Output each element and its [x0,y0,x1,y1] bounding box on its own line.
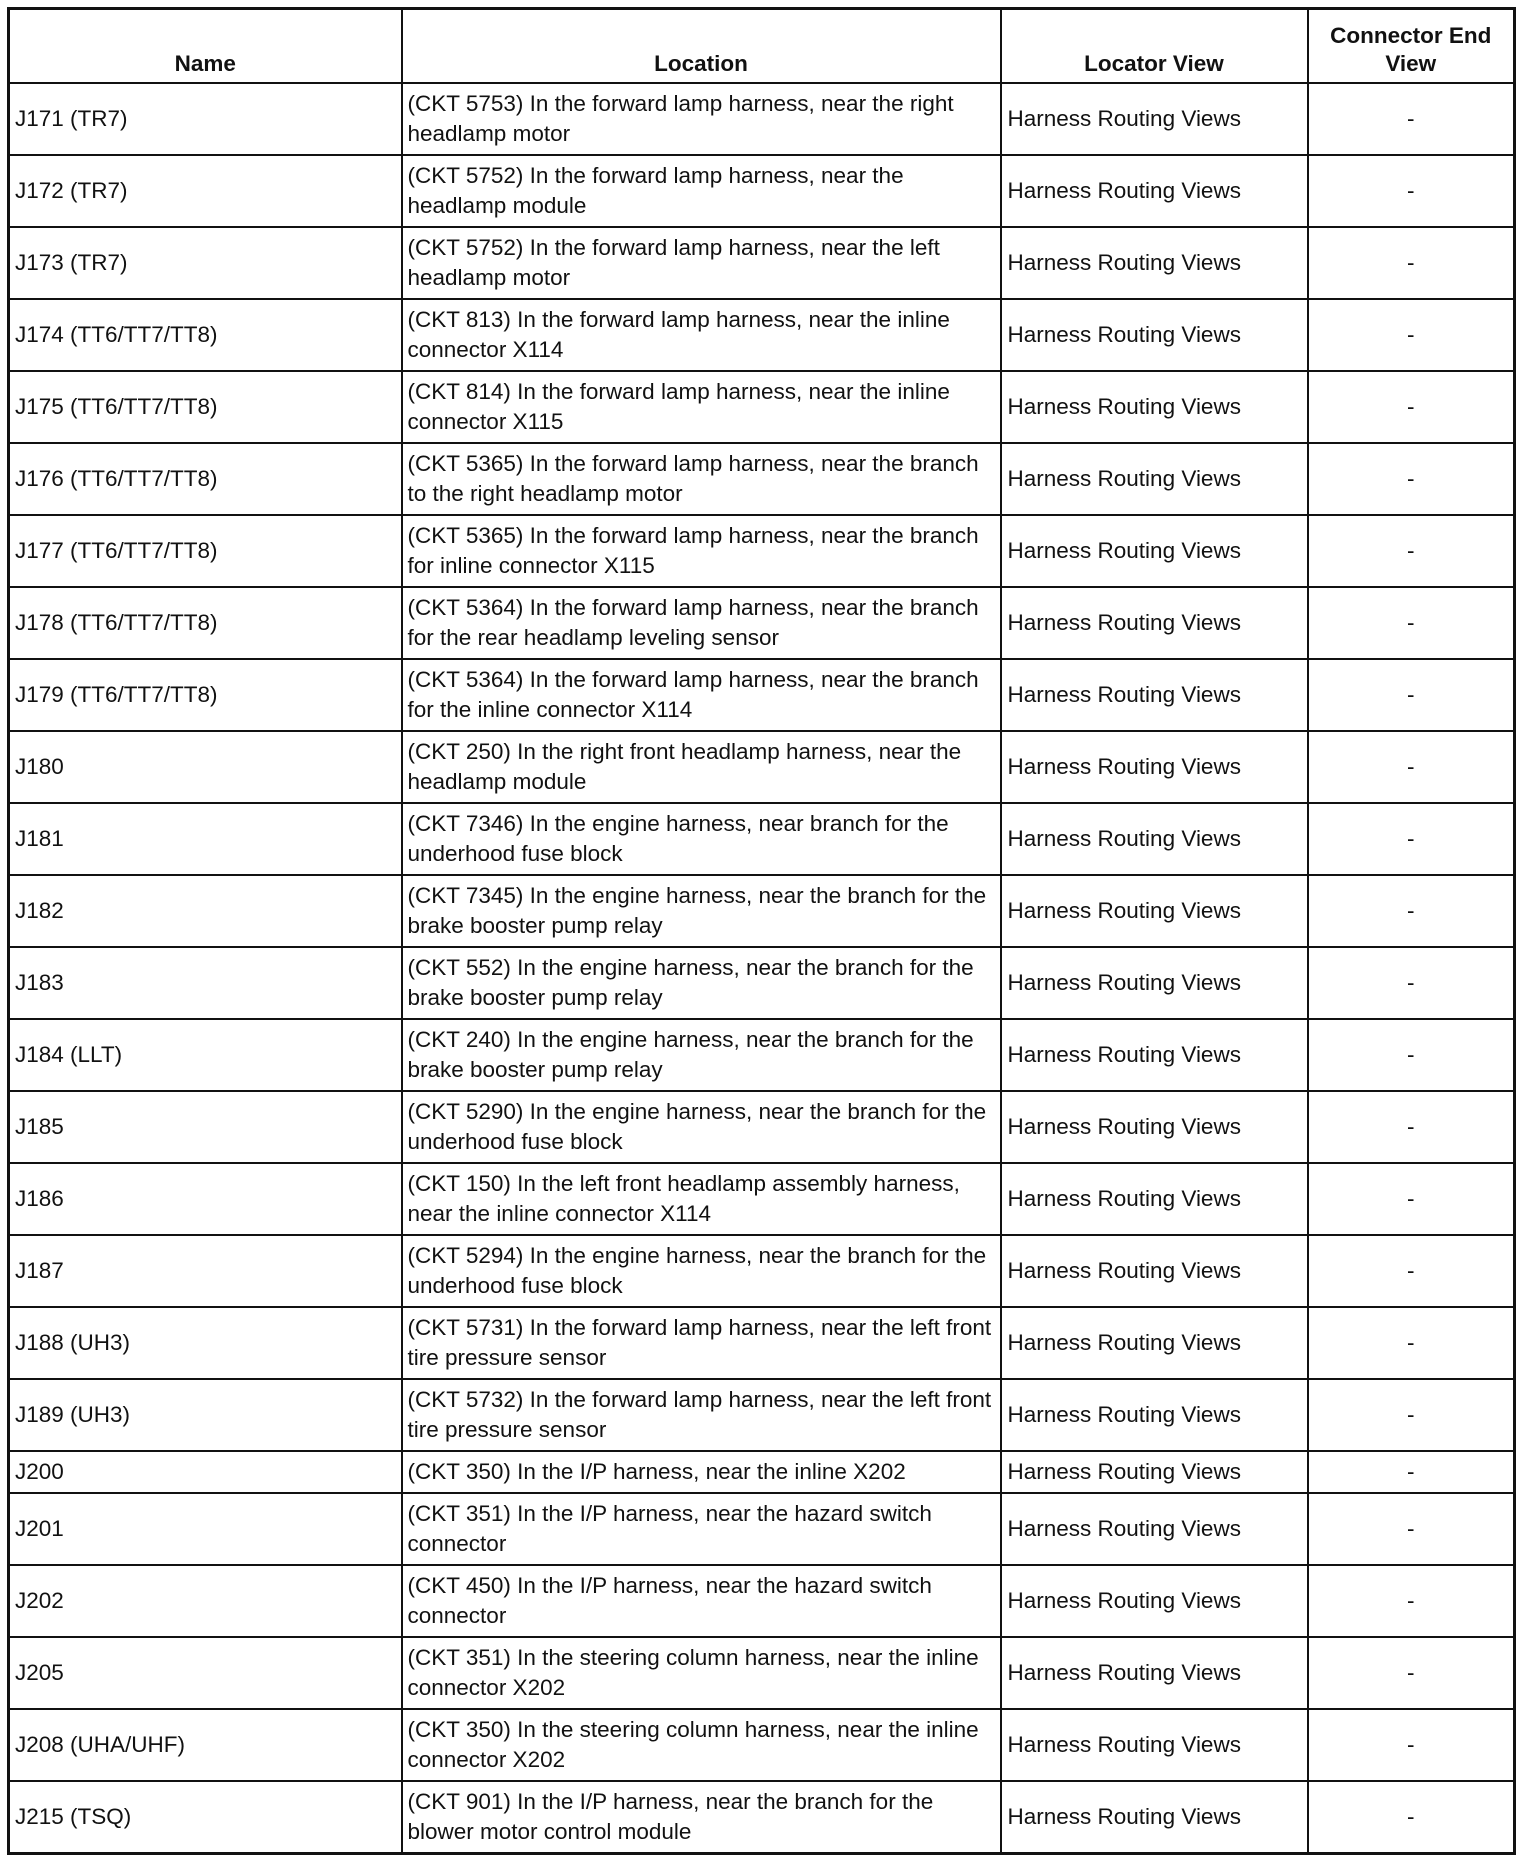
cell-connector-end-view: - [1308,1163,1515,1235]
cell-locator-view: Harness Routing Views [1001,1493,1308,1565]
cell-connector-end-view: - [1308,875,1515,947]
cell-locator-view: Harness Routing Views [1001,875,1308,947]
cell-connector-end-view: - [1308,299,1515,371]
cell-locator-view: Harness Routing Views [1001,371,1308,443]
cell-name: J171 (TR7) [9,83,402,155]
cell-location: (CKT 5364) In the forward lamp harness, near the branch for the rear headlamp leveling sensor [402,587,1001,659]
cell-name: J177 (TT6/TT7/TT8) [9,515,402,587]
cell-locator-view: Harness Routing Views [1001,803,1308,875]
cell-locator-view: Harness Routing Views [1001,155,1308,227]
table-row [9,443,1515,515]
cell-name: J182 [9,875,402,947]
cell-location: (CKT 350) In the I/P harness, near the inline X202 [402,1451,1001,1493]
cell-name: J189 (UH3) [9,1379,402,1451]
table-row [9,875,1515,947]
cell-connector-end-view: - [1308,155,1515,227]
cell-connector-end-view: - [1308,1451,1515,1493]
cell-connector-end-view: - [1308,1307,1515,1379]
cell-location: (CKT 813) In the forward lamp harness, near the inline connector X114 [402,299,1001,371]
cell-location: (CKT 250) In the right front headlamp harness, near the headlamp module [402,731,1001,803]
cell-connector-end-view: - [1308,1709,1515,1781]
cell-connector-end-view: - [1308,659,1515,731]
cell-location: (CKT 5732) In the forward lamp harness, near the left front tire pressure sensor [402,1379,1001,1451]
cell-location: (CKT 901) In the I/P harness, near the branch for the blower motor control module [402,1781,1001,1854]
cell-locator-view: Harness Routing Views [1001,1637,1308,1709]
cell-location: (CKT 7346) In the engine harness, near branch for the underhood fuse block [402,803,1001,875]
cell-location: (CKT 5365) In the forward lamp harness, near the branch for inline connector X115 [402,515,1001,587]
table-row [9,803,1515,875]
cell-locator-view: Harness Routing Views [1001,1709,1308,1781]
cell-name: J183 [9,947,402,1019]
table-row [9,1451,1515,1493]
cell-locator-view: Harness Routing Views [1001,515,1308,587]
cell-location: (CKT 5290) In the engine harness, near the branch for the underhood fuse block [402,1091,1001,1163]
header-name: Name [9,9,402,84]
cell-name: J185 [9,1091,402,1163]
table-row [9,731,1515,803]
table-row [9,83,1515,155]
table-row [9,1163,1515,1235]
cell-name: J173 (TR7) [9,227,402,299]
cell-locator-view: Harness Routing Views [1001,443,1308,515]
table-row [9,515,1515,587]
cell-location: (CKT 552) In the engine harness, near the branch for the brake booster pump relay [402,947,1001,1019]
table-row [9,1091,1515,1163]
cell-connector-end-view: - [1308,1235,1515,1307]
header-locator-view: Locator View [1001,9,1308,84]
table-row [9,947,1515,1019]
cell-location: (CKT 351) In the steering column harness, near the inline connector X202 [402,1637,1001,1709]
table-row [9,1637,1515,1709]
cell-locator-view: Harness Routing Views [1001,299,1308,371]
table-row [9,1379,1515,1451]
table-row [9,1493,1515,1565]
cell-name: J179 (TT6/TT7/TT8) [9,659,402,731]
cell-locator-view: Harness Routing Views [1001,227,1308,299]
cell-location: (CKT 5752) In the forward lamp harness, near the headlamp module [402,155,1001,227]
cell-locator-view: Harness Routing Views [1001,83,1308,155]
cell-name: J172 (TR7) [9,155,402,227]
cell-connector-end-view: - [1308,947,1515,1019]
cell-location: (CKT 350) In the steering column harness, near the inline connector X202 [402,1709,1001,1781]
cell-name: J188 (UH3) [9,1307,402,1379]
cell-name: J205 [9,1637,402,1709]
cell-connector-end-view: - [1308,1379,1515,1451]
header-connector-end-view: Connector End View [1308,9,1515,84]
cell-location: (CKT 5752) In the forward lamp harness, near the left headlamp motor [402,227,1001,299]
cell-location: (CKT 351) In the I/P harness, near the hazard switch connector [402,1493,1001,1565]
cell-name: J202 [9,1565,402,1637]
table-row [9,299,1515,371]
cell-name: J175 (TT6/TT7/TT8) [9,371,402,443]
cell-location: (CKT 240) In the engine harness, near the branch for the brake booster pump relay [402,1019,1001,1091]
header-row [9,9,1515,84]
cell-location: (CKT 5364) In the forward lamp harness, near the branch for the inline connector X114 [402,659,1001,731]
cell-name: J184 (LLT) [9,1019,402,1091]
cell-locator-view: Harness Routing Views [1001,947,1308,1019]
cell-name: J187 [9,1235,402,1307]
cell-locator-view: Harness Routing Views [1001,1307,1308,1379]
cell-locator-view: Harness Routing Views [1001,1235,1308,1307]
cell-locator-view: Harness Routing Views [1001,1091,1308,1163]
cell-connector-end-view: - [1308,515,1515,587]
cell-connector-end-view: - [1308,587,1515,659]
cell-connector-end-view: - [1308,1493,1515,1565]
cell-locator-view: Harness Routing Views [1001,1019,1308,1091]
cell-name: J178 (TT6/TT7/TT8) [9,587,402,659]
cell-name: J181 [9,803,402,875]
table-row [9,1019,1515,1091]
cell-location: (CKT 5365) In the forward lamp harness, near the branch to the right headlamp motor [402,443,1001,515]
cell-connector-end-view: - [1308,1091,1515,1163]
cell-locator-view: Harness Routing Views [1001,1379,1308,1451]
cell-location: (CKT 5731) In the forward lamp harness, near the left front tire pressure sensor [402,1307,1001,1379]
cell-connector-end-view: - [1308,371,1515,443]
cell-location: (CKT 814) In the forward lamp harness, near the inline connector X115 [402,371,1001,443]
cell-connector-end-view: - [1308,1637,1515,1709]
table-row [9,371,1515,443]
table-row [9,659,1515,731]
cell-locator-view: Harness Routing Views [1001,1565,1308,1637]
splice-location-table [7,7,1516,1855]
cell-name: J180 [9,731,402,803]
cell-connector-end-view: - [1308,227,1515,299]
cell-locator-view: Harness Routing Views [1001,1781,1308,1854]
cell-location: (CKT 5753) In the forward lamp harness, near the right headlamp motor [402,83,1001,155]
cell-connector-end-view: - [1308,1019,1515,1091]
table-row [9,1709,1515,1781]
cell-name: J215 (TSQ) [9,1781,402,1854]
table-row [9,1307,1515,1379]
cell-connector-end-view: - [1308,1565,1515,1637]
cell-connector-end-view: - [1308,731,1515,803]
table-row [9,587,1515,659]
header-location: Location [402,9,1001,84]
table-row [9,227,1515,299]
cell-name: J200 [9,1451,402,1493]
cell-name: J186 [9,1163,402,1235]
cell-location: (CKT 5294) In the engine harness, near the branch for the underhood fuse block [402,1235,1001,1307]
cell-connector-end-view: - [1308,803,1515,875]
cell-name: J174 (TT6/TT7/TT8) [9,299,402,371]
cell-location: (CKT 7345) In the engine harness, near the branch for the brake booster pump relay [402,875,1001,947]
table-row [9,155,1515,227]
cell-name: J176 (TT6/TT7/TT8) [9,443,402,515]
cell-location: (CKT 450) In the I/P harness, near the hazard switch connector [402,1565,1001,1637]
table-row [9,1565,1515,1637]
cell-location: (CKT 150) In the left front headlamp assembly harness, near the inline connector X114 [402,1163,1001,1235]
cell-locator-view: Harness Routing Views [1001,587,1308,659]
cell-name: J201 [9,1493,402,1565]
table-body [9,83,1515,1854]
cell-locator-view: Harness Routing Views [1001,731,1308,803]
table-row [9,1235,1515,1307]
cell-locator-view: Harness Routing Views [1001,659,1308,731]
cell-connector-end-view: - [1308,83,1515,155]
cell-locator-view: Harness Routing Views [1001,1451,1308,1493]
cell-locator-view: Harness Routing Views [1001,1163,1308,1235]
table-row [9,1781,1515,1854]
cell-connector-end-view: - [1308,1781,1515,1854]
cell-connector-end-view: - [1308,443,1515,515]
cell-name: J208 (UHA/UHF) [9,1709,402,1781]
